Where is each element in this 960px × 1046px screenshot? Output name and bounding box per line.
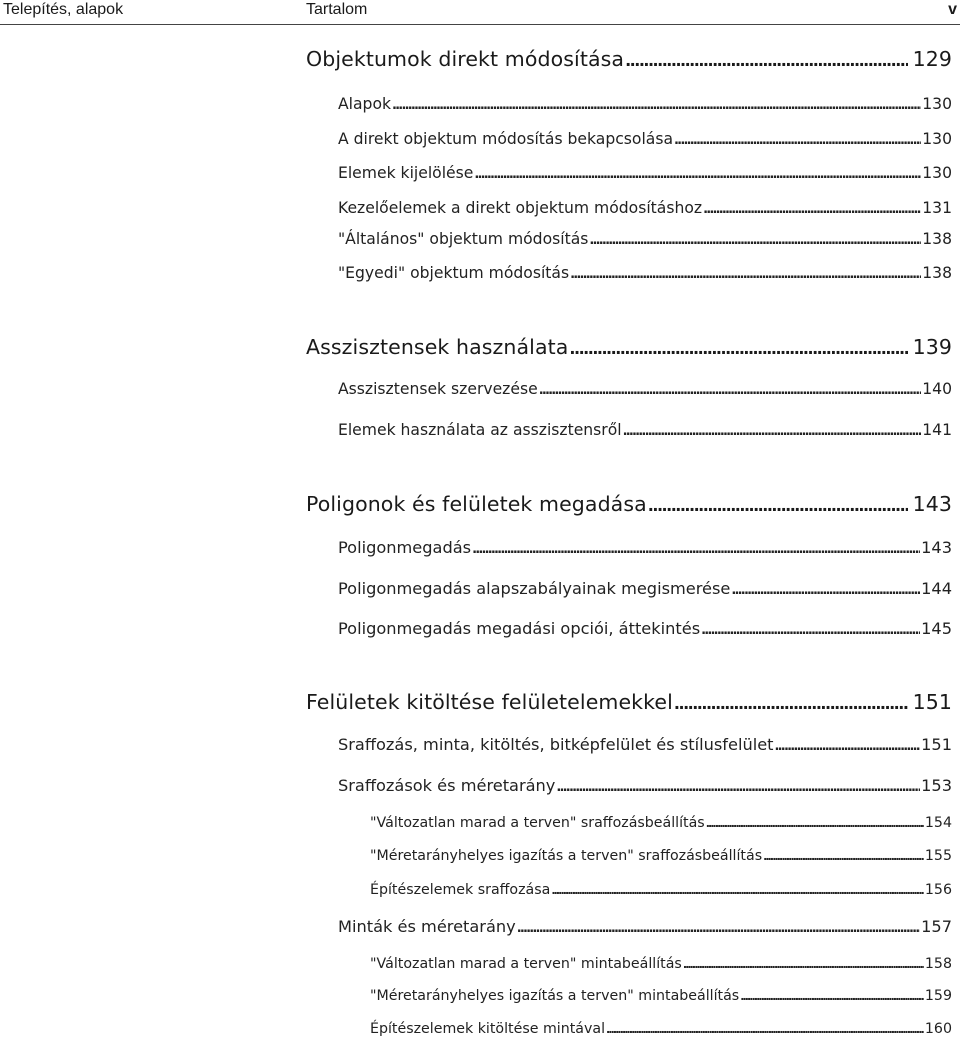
- header-page-number: v: [948, 1, 957, 18]
- toc-page-number: 153: [921, 776, 952, 795]
- toc-page-number: 157: [921, 917, 952, 936]
- toc-leader: [703, 202, 921, 217]
- toc-section[interactable]: [338, 164, 952, 182]
- toc-leader: [674, 133, 921, 148]
- toc-page-number: 130: [922, 130, 952, 148]
- toc-chapter-title: Asszisztensek használata: [306, 335, 569, 359]
- toc-page-number: 156: [924, 882, 952, 898]
- toc-section-title: Alapok: [338, 95, 392, 113]
- toc-leader: [606, 1023, 924, 1036]
- running-header: [0, 0, 960, 25]
- toc-chapter[interactable]: [306, 335, 952, 359]
- toc-subsection-title: "Méretarányhelyes igazítás a terven" sraffozásbeállítás: [370, 848, 763, 864]
- toc-chapter[interactable]: [306, 47, 952, 71]
- toc-subsection[interactable]: [370, 1021, 952, 1037]
- toc-leader: [474, 167, 921, 182]
- toc-section[interactable]: [338, 917, 952, 936]
- toc-leader: [589, 233, 921, 248]
- toc-chapter[interactable]: [306, 492, 952, 516]
- toc-page-number: 138: [922, 264, 952, 282]
- toc-leader: [683, 958, 924, 971]
- toc-section[interactable]: [338, 130, 952, 148]
- toc-page-number: 160: [924, 1021, 952, 1037]
- toc-leader: [625, 51, 907, 70]
- toc-leader: [517, 921, 920, 936]
- toc-leader: [731, 583, 920, 598]
- toc-section-title: Minták és méretarány: [338, 917, 516, 936]
- toc-chapter-title: Poligonok és felületek megadása: [306, 492, 647, 516]
- toc-section[interactable]: [338, 230, 952, 248]
- toc-section-title: Poligonmegadás megadási opciói, áttekintés: [338, 619, 701, 638]
- toc-section-title: Asszisztensek szervezése: [338, 380, 538, 398]
- toc-page-number: 141: [922, 421, 952, 439]
- toc-chapter[interactable]: [306, 690, 952, 714]
- toc-leader: [648, 496, 908, 515]
- header-section-title: Telepítés, alapok: [3, 1, 124, 18]
- toc-page-number: 131: [922, 199, 952, 217]
- toc-page-number: 159: [924, 988, 952, 1004]
- toc-page-number: 140: [922, 380, 952, 398]
- toc-section[interactable]: [338, 380, 952, 398]
- header-chapter-title: Tartalom: [306, 1, 368, 18]
- toc-subsection[interactable]: [370, 882, 952, 898]
- toc-subsection[interactable]: [370, 956, 952, 972]
- toc-leader: [706, 817, 924, 830]
- toc-subsection-title: "Méretarányhelyes igazítás a terven" mintabeállítás: [370, 988, 740, 1004]
- toc-page-number: 151: [921, 735, 952, 754]
- toc-leader: [472, 542, 920, 557]
- toc-leader: [556, 780, 920, 795]
- toc-page-number: 144: [921, 579, 952, 598]
- toc-leader: [740, 990, 924, 1003]
- toc-subsection-title: "Változatlan marad a terven" sraffozásbeállítás: [370, 815, 705, 831]
- toc-section-title: "Általános" objektum módosítás: [338, 230, 589, 248]
- toc-subsection[interactable]: [370, 988, 952, 1004]
- toc-page-number: 143: [921, 538, 952, 557]
- toc-section-title: Elemek használata az asszisztensről: [338, 421, 622, 439]
- toc-section-title: A direkt objektum módosítás bekapcsolása: [338, 130, 674, 148]
- toc-section-title: "Egyedi" objektum módosítás: [338, 264, 570, 282]
- toc-section[interactable]: [338, 579, 952, 598]
- toc-page-number: 145: [921, 619, 952, 638]
- toc-leader: [569, 339, 907, 358]
- toc-section-title: Kezelőelemek a direkt objektum módosításhoz: [338, 199, 703, 217]
- toc-chapter-title: Felületek kitöltése felületelemekkel: [306, 690, 673, 714]
- toc-leader: [623, 424, 922, 439]
- toc-chapter-title: Objektumok direkt módosítása: [306, 47, 625, 71]
- toc-subsection-title: "Változatlan marad a terven" mintabeállítás: [370, 956, 682, 972]
- toc-leader: [674, 694, 908, 713]
- toc-page-number: 139: [912, 335, 952, 359]
- toc-page-number: 151: [912, 690, 952, 714]
- toc-section[interactable]: [338, 264, 952, 282]
- toc-section[interactable]: [338, 421, 952, 439]
- toc-page-number: 138: [922, 230, 952, 248]
- toc-page-number: 130: [922, 164, 952, 182]
- toc-leader: [539, 383, 922, 398]
- toc-leader: [701, 623, 920, 638]
- toc-leader: [570, 267, 921, 282]
- toc-section-title: Poligonmegadás: [338, 538, 472, 557]
- toc-section[interactable]: [338, 95, 952, 113]
- toc-section[interactable]: [338, 735, 952, 754]
- toc-page-number: 158: [924, 956, 952, 972]
- toc-subsection-title: Építészelemek sraffozása: [370, 882, 551, 898]
- toc-page-number: 130: [922, 95, 952, 113]
- toc-page-number: 129: [912, 47, 952, 71]
- toc-leader: [392, 98, 921, 113]
- toc-page-number: 155: [924, 848, 952, 864]
- toc-subsection[interactable]: [370, 815, 952, 831]
- toc-subsection-title: Építészelemek kitöltése mintával: [370, 1021, 606, 1037]
- toc-section[interactable]: [338, 199, 952, 217]
- toc-section-title: Elemek kijelölése: [338, 164, 474, 182]
- toc-leader: [763, 850, 924, 863]
- toc-page-number: 143: [912, 492, 952, 516]
- toc-page-number: 154: [924, 815, 952, 831]
- toc-leader: [775, 739, 921, 754]
- toc-section[interactable]: [338, 619, 952, 638]
- toc-leader: [551, 884, 924, 897]
- toc-section-title: Poligonmegadás alapszabályainak megismerése: [338, 579, 731, 598]
- toc-subsection[interactable]: [370, 848, 952, 864]
- toc-section-title: Sraffozások és méretarány: [338, 776, 556, 795]
- toc-section[interactable]: [338, 538, 952, 557]
- toc-section[interactable]: [338, 776, 952, 795]
- toc-section-title: Sraffozás, minta, kitöltés, bitképfelület és stílusfelület: [338, 735, 774, 754]
